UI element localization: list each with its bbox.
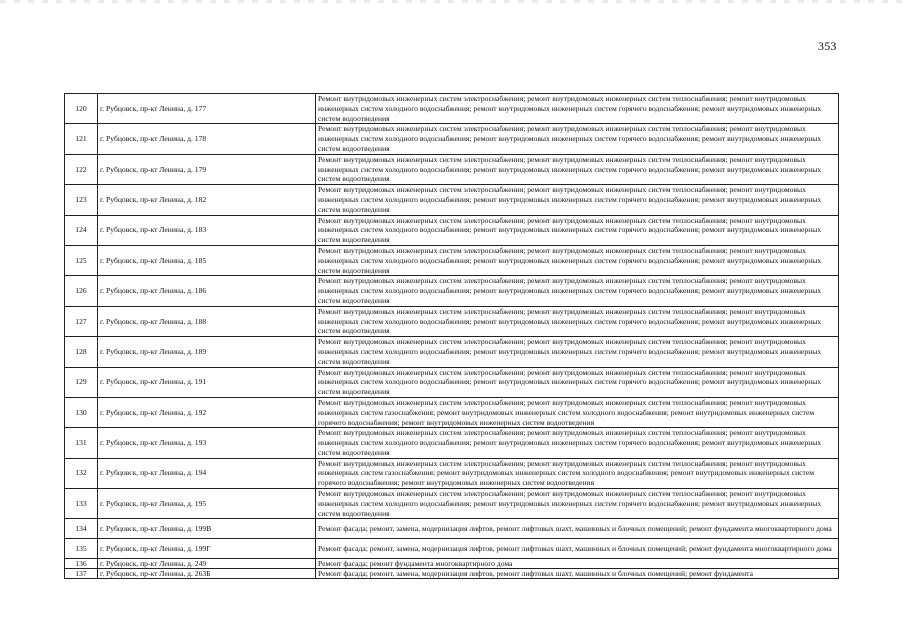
- table-row: [65, 124, 839, 154]
- row-number-cell: 122: [65, 154, 98, 184]
- address-cell: г. Рубцовск, пр-кт Ленина, д. 194: [98, 458, 316, 488]
- repair-works-text: Ремонт внутридомовых инженерных систем электроснабжения; ремонт внутридомовых инженерных систем теплоснабжения; ремонт внутридомовых инженерных систем холодного водоснабжения; ремонт внутридомовых инженерных систем горячего водоснабжения; ремонт внутридомовых инженерных систем водоотведения: [318, 185, 822, 214]
- table-row: [65, 569, 839, 579]
- row-number-cell: 133: [65, 489, 98, 519]
- repair-works-text: Ремонт фасада; ремонт, замена, модернизация лифтов, ремонт лифтовых шахт, машинных и блочных помещений; ремонт фундамента: [318, 569, 753, 579]
- repair-works-text: Ремонт внутридомовых инженерных систем электроснабжения; ремонт внутридомовых инженерных систем теплоснабжения; ремонт внутридомовых инженерных систем газоснабжения; ремонт внутридомовых инженерных систем холодного водоснабжения; ремонт внутридомовых инженерных систем горячего водоснабжения; ремонт внутридомовых инженерных систем водоотведения: [318, 397, 814, 427]
- repair-works-cell: [316, 154, 839, 184]
- address-cell: г. Рубцовск, пр-кт Ленина, д. 191: [98, 367, 316, 397]
- page-number: 353: [818, 39, 837, 53]
- row-number-cell: 131: [65, 428, 98, 458]
- address-cell: г. Рубцовск, пр-кт Ленина, д. 199Г: [98, 539, 316, 559]
- repair-works-text: Ремонт внутридомовых инженерных систем электроснабжения; ремонт внутридомовых инженерных систем теплоснабжения; ремонт внутридомовых инженерных систем холодного водоснабжения; ремонт внутридомовых инженерных систем горячего водоснабжения; ремонт внутридомовых инженерных систем водоотведения: [318, 489, 822, 518]
- row-number-cell: 134: [65, 519, 98, 539]
- address-cell: г. Рубцовск, пр-кт Ленина, д. 177: [98, 94, 316, 124]
- scan-edge-artifact: [0, 0, 903, 3]
- row-number-cell: 129: [65, 367, 98, 397]
- repair-works-cell: [316, 519, 839, 539]
- repair-works-cell: [316, 215, 839, 245]
- address-cell: г. Рубцовск, пр-кт Ленина, д. 182: [98, 185, 316, 215]
- address-cell: г. Рубцовск, пр-кт Ленина, д. 189: [98, 337, 316, 367]
- repair-works-text: Ремонт внутридомовых инженерных систем электроснабжения; ремонт внутридомовых инженерных систем теплоснабжения; ремонт внутридомовых инженерных систем газоснабжения; ремонт внутридомовых инженерных систем холодного водоснабжения; ремонт внутридомовых инженерных систем горячего водоснабжения; ремонт внутридомовых инженерных систем водоотведения: [318, 458, 814, 488]
- repair-works-cell: [316, 458, 839, 488]
- repair-works-cell: [316, 245, 839, 275]
- row-number-cell: 126: [65, 276, 98, 306]
- table-row: [65, 306, 839, 336]
- table-body: [65, 94, 839, 579]
- row-number-cell: 121: [65, 124, 98, 154]
- address-cell: г. Рубцовск, пр-кт Ленина, д. 249: [98, 559, 316, 569]
- repair-works-text: Ремонт внутридомовых инженерных систем электроснабжения; ремонт внутридомовых инженерных систем теплоснабжения; ремонт внутридомовых инженерных систем холодного водоснабжения; ремонт внутридомовых инженерных систем горячего водоснабжения; ремонт внутридомовых инженерных систем водоотведения: [318, 124, 822, 153]
- repair-works-cell: [316, 94, 839, 124]
- repair-works-cell: [316, 124, 839, 154]
- table-row: [65, 276, 839, 306]
- address-cell: г. Рубцовск, пр-кт Ленина, д. 178: [98, 124, 316, 154]
- table-row: [65, 154, 839, 184]
- repair-works-text: Ремонт фасада; ремонт фундамента многоквартирного дома: [318, 559, 513, 569]
- table-row: [65, 337, 839, 367]
- address-cell: г. Рубцовск, пр-кт Ленина, д. 188: [98, 306, 316, 336]
- repair-works-text: Ремонт внутридомовых инженерных систем электроснабжения; ремонт внутридомовых инженерных систем теплоснабжения; ремонт внутридомовых инженерных систем холодного водоснабжения; ремонт внутридомовых инженерных систем горячего водоснабжения; ремонт внутридомовых инженерных систем водоотведения: [318, 276, 822, 305]
- address-cell: г. Рубцовск, пр-кт Ленина, д. 192: [98, 397, 316, 427]
- table-row: [65, 185, 839, 215]
- table-row: [65, 559, 839, 569]
- repair-works-cell: [316, 185, 839, 215]
- repair-works-text: Ремонт внутридомовых инженерных систем электроснабжения; ремонт внутридомовых инженерных систем теплоснабжения; ремонт внутридомовых инженерных систем холодного водоснабжения; ремонт внутридомовых инженерных систем горячего водоснабжения; ремонт внутридомовых инженерных систем водоотведения: [318, 94, 822, 123]
- row-number-cell: 137: [65, 569, 98, 579]
- repair-works-text: Ремонт внутридомовых инженерных систем электроснабжения; ремонт внутридомовых инженерных систем теплоснабжения; ремонт внутридомовых инженерных систем холодного водоснабжения; ремонт внутридомовых инженерных систем горячего водоснабжения; ремонт внутридомовых инженерных систем водоотведения: [318, 367, 822, 397]
- row-number-cell: 136: [65, 559, 98, 569]
- address-cell: г. Рубцовск, пр-кт Ленина, д. 179: [98, 154, 316, 184]
- address-cell: г. Рубцовск, пр-кт Ленина, д. 186: [98, 276, 316, 306]
- table-row: [65, 245, 839, 275]
- repair-works-text: Ремонт внутридомовых инженерных систем электроснабжения; ремонт внутридомовых инженерных систем теплоснабжения; ремонт внутридомовых инженерных систем холодного водоснабжения; ремонт внутридомовых инженерных систем горячего водоснабжения; ремонт внутридомовых инженерных систем водоотведения: [318, 154, 822, 184]
- table-row: [65, 397, 839, 427]
- table-row: [65, 458, 839, 488]
- repair-works-cell: [316, 539, 839, 559]
- row-number-cell: 132: [65, 458, 98, 488]
- repair-works-cell: [316, 559, 839, 569]
- repair-works-text: Ремонт внутридомовых инженерных систем электроснабжения; ремонт внутридомовых инженерных систем теплоснабжения; ремонт внутридомовых инженерных систем холодного водоснабжения; ремонт внутридомовых инженерных систем горячего водоснабжения; ремонт внутридомовых инженерных систем водоотведения: [318, 337, 822, 366]
- table-row: [65, 489, 839, 519]
- address-cell: г. Рубцовск, пр-кт Ленина, д. 183: [98, 215, 316, 245]
- address-cell: г. Рубцовск, пр-кт Ленина, д. 195: [98, 489, 316, 519]
- repair-works-cell: [316, 367, 839, 397]
- row-number-cell: 127: [65, 306, 98, 336]
- repair-works-cell: [316, 337, 839, 367]
- repair-works-text: Ремонт внутридомовых инженерных систем электроснабжения; ремонт внутридомовых инженерных систем теплоснабжения; ремонт внутридомовых инженерных систем холодного водоснабжения; ремонт внутридомовых инженерных систем горячего водоснабжения; ремонт внутридомовых инженерных систем водоотведения: [318, 245, 822, 275]
- address-cell: г. Рубцовск, пр-кт Ленина, д. 185: [98, 245, 316, 275]
- repair-works-cell: [316, 569, 839, 579]
- row-number-cell: 124: [65, 215, 98, 245]
- repair-works-cell: [316, 397, 839, 427]
- table-row: [65, 428, 839, 458]
- repair-works-cell: [316, 276, 839, 306]
- repair-works-cell: [316, 306, 839, 336]
- table-row: [65, 539, 839, 559]
- repair-works-text: Ремонт внутридомовых инженерных систем электроснабжения; ремонт внутридомовых инженерных систем теплоснабжения; ремонт внутридомовых инженерных систем холодного водоснабжения; ремонт внутридомовых инженерных систем горячего водоснабжения; ремонт внутридомовых инженерных систем водоотведения: [318, 428, 822, 457]
- table-row: [65, 367, 839, 397]
- row-number-cell: 123: [65, 185, 98, 215]
- address-cell: г. Рубцовск, пр-кт Ленина, д. 199В: [98, 519, 316, 539]
- row-number-cell: 128: [65, 337, 98, 367]
- repair-works-text: Ремонт фасада; ремонт, замена, модернизация лифтов, ремонт лифтовых шахт, машинных и блочных помещений; ремонт фундамента многоквартирного дома: [318, 544, 832, 554]
- address-cell: г. Рубцовск, пр-кт Ленина, д. 263Б: [98, 569, 316, 579]
- repair-works-cell: [316, 428, 839, 458]
- row-number-cell: 120: [65, 94, 98, 124]
- capital-repair-table: [64, 93, 839, 579]
- repair-works-text: Ремонт внутридомовых инженерных систем электроснабжения; ремонт внутридомовых инженерных систем теплоснабжения; ремонт внутридомовых инженерных систем холодного водоснабжения; ремонт внутридомовых инженерных систем горячего водоснабжения; ремонт внутридомовых инженерных систем водоотведения: [318, 215, 822, 245]
- row-number-cell: 135: [65, 539, 98, 559]
- repair-works-text: Ремонт фасада; ремонт, замена, модернизация лифтов, ремонт лифтовых шахт, машинных и блочных помещений; ремонт фундамента многоквартирного дома: [318, 524, 832, 534]
- row-number-cell: 125: [65, 245, 98, 275]
- repair-works-cell: [316, 489, 839, 519]
- table-row: [65, 94, 839, 124]
- address-cell: г. Рубцовск, пр-кт Ленина, д. 193: [98, 428, 316, 458]
- table-row: [65, 215, 839, 245]
- table-row: [65, 519, 839, 539]
- row-number-cell: 130: [65, 397, 98, 427]
- repair-works-text: Ремонт внутридомовых инженерных систем электроснабжения; ремонт внутридомовых инженерных систем теплоснабжения; ремонт внутридомовых инженерных систем холодного водоснабжения; ремонт внутридомовых инженерных систем горячего водоснабжения; ремонт внутридомовых инженерных систем водоотведения: [318, 306, 822, 336]
